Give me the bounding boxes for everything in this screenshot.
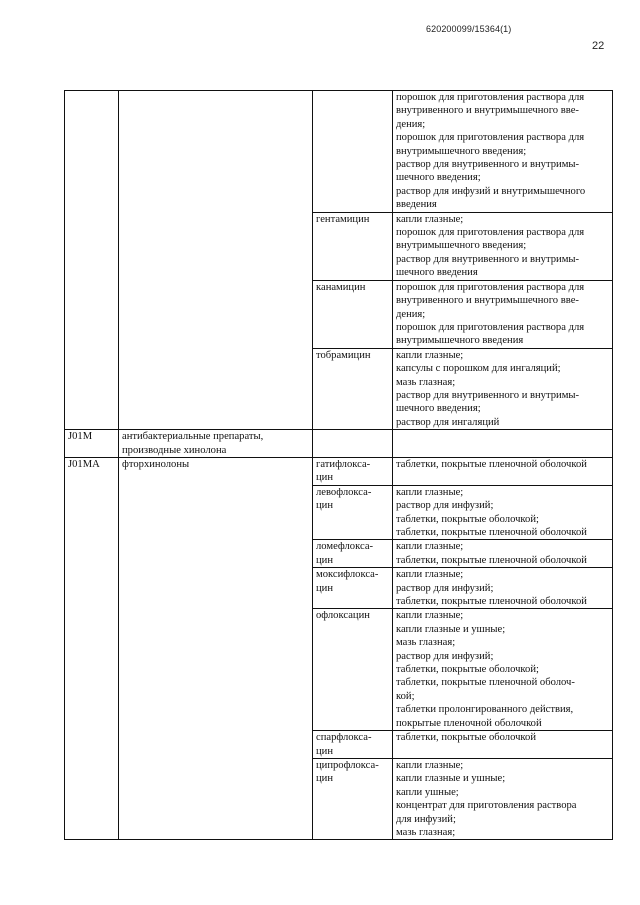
dosage-forms-cell (393, 758, 613, 839)
dosage-form-line: концентрат для приготовления раствора (396, 800, 577, 812)
table-row (65, 457, 613, 485)
drug-name-cell (313, 348, 393, 429)
dosage-form-line: порошок для приготовления раствора для (396, 132, 585, 144)
drug-name-cell (313, 731, 393, 759)
dosage-forms-cell (393, 430, 613, 458)
dosage-form-line: мазь глазная; (396, 826, 456, 838)
dosage-form-line: капли глазные и ушные; (396, 623, 506, 635)
drug-table (64, 90, 613, 840)
dosage-form-line: таблетки, покрытые пленочной оболочкой (396, 596, 587, 608)
table-row (65, 91, 613, 213)
drug-name: моксифлокса- (316, 569, 379, 581)
drug-name-cell (313, 609, 393, 731)
dosage-form-line: порошок для приготовления раствора для (396, 92, 585, 103)
dosage-forms-cell (393, 91, 613, 213)
drug-table-body (65, 91, 613, 840)
dosage-form-line: внутримышечного введения; (396, 240, 527, 252)
dosage-form-line: порошок для приготовления раствора для (396, 227, 585, 239)
dosage-form-line: порошок для приготовления раствора для (396, 321, 585, 333)
page-number: 22 (592, 40, 605, 52)
drug-name-cell (313, 212, 393, 280)
dosage-form-line: капли ушные; (396, 786, 459, 798)
dosage-forms-cell (393, 609, 613, 731)
drug-name: ломефлокса- (316, 541, 374, 553)
drug-name: левофлокса- (316, 486, 372, 498)
drug-name: цин (316, 472, 334, 484)
table-row (65, 430, 613, 458)
dosage-form-line: дения; (396, 308, 426, 320)
drug-name: цин (316, 500, 334, 512)
drug-name-cell (313, 758, 393, 839)
drug-name-cell (313, 485, 393, 540)
dosage-form-line: таблетки пролонгированного действия, (396, 704, 574, 716)
drug-name: цин (316, 554, 334, 566)
dosage-form-line: капли глазные; (396, 349, 464, 361)
dosage-forms-cell (393, 568, 613, 609)
dosage-forms-cell (393, 485, 613, 540)
drug-name: цин (316, 773, 334, 785)
drug-name: цин (316, 582, 334, 594)
drug-name-cell (313, 568, 393, 609)
dosage-form-line: кой; (396, 690, 415, 702)
dosage-form-line: мазь глазная; (396, 637, 456, 649)
dosage-forms-cell (393, 212, 613, 280)
dosage-form-line: раствор для инфузий и внутримышечного (396, 185, 586, 197)
dosage-form-line: таблетки, покрытые оболочкой (396, 732, 536, 744)
dosage-form-line: раствор для внутривенного и внутримы- (396, 389, 580, 401)
drug-name-cell (313, 280, 393, 348)
dosage-form-line: таблетки, покрытые пленочной оболоч- (396, 677, 575, 689)
dosage-form-line: дения; (396, 118, 426, 130)
dosage-form-line: таблетки, покрытые пленочной оболочкой (396, 554, 587, 566)
drug-name: тобрамицин (316, 349, 371, 361)
dosage-form-line: капли глазные; (396, 569, 464, 581)
dosage-form-line: введения (396, 199, 437, 211)
drug-name: гатифлокса- (316, 458, 371, 470)
dosage-form-line: раствор для инфузий; (396, 582, 494, 594)
group-name-cell (119, 91, 313, 430)
dosage-form-line: внутримышечного введения; (396, 145, 527, 157)
drug-name: спарфлокса- (316, 732, 372, 744)
dosage-form-line: раствор для инфузий; (396, 650, 494, 662)
dosage-form-line: покрытые пленочной оболочкой (396, 717, 542, 729)
dosage-form-line: капли глазные; (396, 486, 464, 498)
dosage-form-line: таблетки, покрытые пленочной оболочкой (396, 458, 587, 470)
dosage-form-line: для инфузий; (396, 813, 456, 825)
dosage-form-line: порошок для приготовления раствора для (396, 281, 585, 293)
drug-name: цин (316, 745, 334, 757)
dosage-form-line: таблетки, покрытые пленочной оболочкой (396, 527, 587, 538)
dosage-form-line: капли глазные; (396, 541, 464, 553)
dosage-forms-cell (393, 540, 613, 568)
dosage-form-line: раствор для инфузий; (396, 500, 494, 512)
dosage-forms-cell (393, 280, 613, 348)
drug-name-cell (313, 91, 393, 213)
dosage-form-line: шечного введения; (396, 172, 481, 184)
dosage-form-line: капли глазные и ушные; (396, 773, 506, 785)
drug-name-cell (313, 457, 393, 485)
dosage-form-line: внутривенного и внутримышечного вве- (396, 105, 579, 117)
drug-name-cell (313, 540, 393, 568)
drug-name-cell (313, 430, 393, 458)
dosage-forms-cell (393, 731, 613, 759)
dosage-form-line: таблетки, покрытые оболочкой; (396, 513, 539, 525)
dosage-form-line: таблетки, покрытые оболочкой; (396, 664, 539, 676)
dosage-form-line: раствор для внутривенного и внутримы- (396, 253, 580, 265)
dosage-form-line: капсулы с порошком для ингаляций; (396, 363, 561, 375)
atc-code-cell: J01M (65, 430, 119, 458)
drug-name: гентамицин (316, 213, 370, 225)
atc-code-cell (65, 91, 119, 430)
dosage-forms-cell (393, 348, 613, 429)
dosage-form-line: внутривенного и внутримышечного вве- (396, 295, 579, 307)
document-number: 620200099/15364(1) (426, 24, 512, 34)
group-name-cell: антибактериальные препараты, производные хинолона (119, 430, 313, 458)
dosage-form-line: капли глазные; (396, 759, 464, 771)
dosage-form-line: мазь глазная; (396, 376, 456, 388)
dosage-form-line: шечного введения (396, 267, 478, 279)
drug-name: канамицин (316, 281, 366, 293)
dosage-form-line: шечного введения; (396, 403, 481, 415)
group-name-cell: фторхинолоны (119, 457, 313, 839)
dosage-forms-cell (393, 457, 613, 485)
dosage-form-line: капли глазные; (396, 610, 464, 622)
dosage-form-line: раствор для ингаляций (396, 416, 500, 428)
dosage-form-line: внутримышечного введения (396, 335, 524, 347)
drug-name: офлоксацин (316, 610, 370, 622)
dosage-form-line: раствор для внутривенного и внутримы- (396, 159, 580, 171)
atc-code-cell: J01MA (65, 457, 119, 839)
dosage-form-line: капли глазные; (396, 213, 464, 225)
drug-name: ципрофлокса- (316, 759, 379, 771)
